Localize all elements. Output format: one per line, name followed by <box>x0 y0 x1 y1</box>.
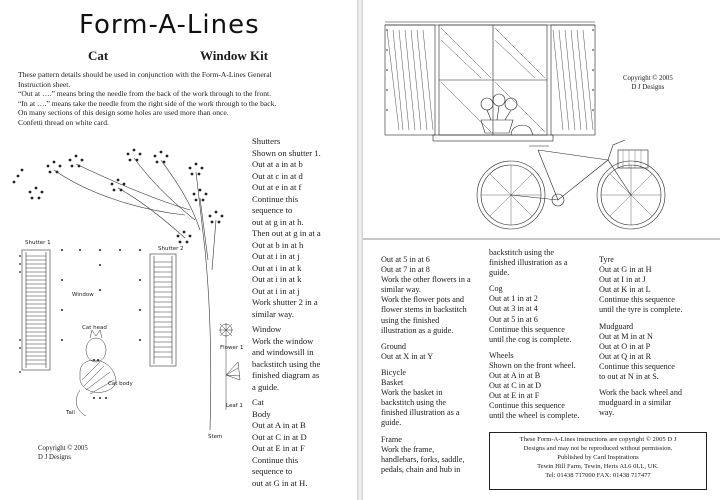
footer-line: Published by Card Inspirations <box>557 454 639 461</box>
instruction-line: Out at 3 in at 4 <box>489 304 538 314</box>
instruction-line: Out at A in at B <box>489 371 541 381</box>
instruction-line: pedals, chain and hub in <box>381 464 461 474</box>
label-flower-1: Flower 1 <box>220 345 244 351</box>
instruction-line: Work the frame, <box>381 444 435 454</box>
cat-dots <box>93 359 107 399</box>
instruction-line: finished diagram as <box>252 370 320 380</box>
instruction-line: backstitch using the <box>252 358 321 369</box>
instruction-line: Out at a in at b <box>252 159 303 169</box>
instruction-line: Out at C in at D <box>252 431 307 442</box>
instruction-line: Work shutter 2 in a <box>252 297 318 307</box>
shutter-1 <box>22 250 50 370</box>
instruction-line: backstitch using the <box>381 398 447 408</box>
window-heading: Window <box>252 324 282 334</box>
copyright-line: Copyright © 2005 <box>38 445 88 452</box>
instruction-line: flower stems in backstitch <box>381 305 467 315</box>
instruction-line: Work the back wheel and <box>599 388 683 398</box>
instruction-line: Out at X in at Y <box>381 351 434 361</box>
intro-line: On many sections of this design some holes are used more than once. <box>18 108 229 118</box>
instruction-line: way. <box>599 408 615 418</box>
cat-body-heading: Body <box>252 408 271 419</box>
instruction-line: Continue this sequence <box>489 324 565 334</box>
intro-line: These pattern details should be used in conjunction with the Form-A-Lines General <box>18 70 272 79</box>
instruction-line: Out at K in at L <box>599 285 651 295</box>
copyright-line: D J Designs <box>631 84 665 91</box>
footer-line: Tel: 01438 717000 FAX: 01438 717477 <box>545 472 651 479</box>
instruction-line: Then out at g in at a <box>252 228 321 238</box>
shutter-2 <box>150 254 176 366</box>
instructions-column-1 <box>381 255 471 475</box>
instruction-line: Out at E in at F <box>252 443 305 453</box>
instruction-line: Out at i in at k <box>252 262 302 273</box>
instruction-line: Continue this sequence <box>489 401 565 411</box>
instruction-line: using the finished <box>381 315 440 325</box>
footer-line: Designs and may not be reproduced without permission. <box>523 445 673 452</box>
right-page <box>363 0 720 500</box>
instruction-line: until the tyre is complete. <box>599 305 683 315</box>
intro-line: “In at ….” means take the needle from the right side of the work through to the back. <box>18 98 277 108</box>
ground-heading: Ground <box>381 341 407 351</box>
flower-dots-4 <box>154 151 169 164</box>
cog-heading: Cog <box>489 284 503 294</box>
instruction-line: Out at I in at J <box>599 275 646 285</box>
instruction-line: backstitch using the <box>489 248 555 257</box>
cat-heading: Cat <box>252 397 264 407</box>
instruction-line: similar way. <box>381 285 421 295</box>
instruction-line: sequence to <box>252 466 293 476</box>
footer-line: These Form-A-Lines instructions are copyright © 2005 D J <box>519 436 677 443</box>
publisher-footer-box <box>489 432 707 490</box>
instruction-line: Out at c in at d <box>252 170 303 181</box>
instruction-line: Out at O in at P <box>599 341 651 351</box>
flower-dots-5 <box>29 187 44 200</box>
cat-figure <box>76 330 116 416</box>
instruction-line: Out at G in at H <box>599 265 652 275</box>
copyright-right <box>623 74 673 92</box>
instruction-line: Out at Q in at R <box>599 351 652 361</box>
instruction-line: Work the window <box>252 335 314 346</box>
instruction-line: until the cog is complete. <box>489 334 572 344</box>
instruction-line: Out at E in at F <box>489 391 540 401</box>
instruction-line: until the wheel is complete. <box>489 411 580 421</box>
instruction-line: Out at b in at h <box>252 239 304 250</box>
intro-line: Confetti thread on white card. <box>18 117 109 127</box>
instruction-line: Out at i in at k <box>252 274 302 284</box>
subtitle-window-kit: Window Kit <box>200 48 269 63</box>
copyright-left <box>38 444 88 462</box>
instruction-line: guide. <box>489 268 510 278</box>
instruction-line: Work the basket in <box>381 388 443 398</box>
bicycle-heading: Bicycle <box>381 367 407 377</box>
instruction-line: Work the flower pots and <box>381 295 465 305</box>
instruction-line: out at G in at H. <box>252 477 308 488</box>
instruction-line: and windowsill in <box>252 347 314 357</box>
shutter-1-holes <box>19 255 21 373</box>
shutters-instructions <box>252 136 352 489</box>
instruction-line: out at g in at h. <box>252 216 304 227</box>
copyright-line: Copyright © 2005 <box>623 75 673 82</box>
shutters-heading: Shutters <box>252 136 281 146</box>
instruction-line: Continue this <box>252 454 299 465</box>
intro-text <box>18 70 348 128</box>
flower-dots-1 <box>47 161 62 174</box>
instruction-line: Out at C in at D <box>489 381 542 391</box>
instruction-line: Out at 7 in at 8 <box>381 265 430 275</box>
flower-dots-2 <box>69 155 84 168</box>
intro-line: Instruction sheet. <box>18 79 71 89</box>
instruction-line: Out at 5 in at 6 <box>381 255 430 264</box>
instruction-line: Continue this sequence <box>599 361 675 371</box>
instruction-line: a guide. <box>252 381 280 392</box>
instruction-line: illustration as a guide. <box>381 325 454 335</box>
instruction-line: Out at 5 in at 6 <box>489 314 538 324</box>
footer-line: Tewin Hill Farm, Tewin, Herts AL6 0LL, UK. <box>537 463 659 470</box>
flower-dots-11 <box>13 169 24 184</box>
mudguard-heading: Mudguard <box>599 321 634 331</box>
label-shutter-1: Shutter 1 <box>25 240 51 246</box>
instruction-line: to out at N in at S. <box>599 372 659 382</box>
label-stem: Stem <box>208 434 223 440</box>
instruction-line: Out at e in at f <box>252 182 302 192</box>
wheels-heading: Wheels <box>489 350 514 360</box>
instruction-line: Work the other flowers in a <box>381 275 471 285</box>
instruction-line: Continue this sequence <box>599 295 675 305</box>
instruction-line: finished illustration as a <box>489 258 568 268</box>
tyre-heading: Tyre <box>599 255 614 264</box>
instruction-line: Out at A in at B <box>252 420 306 430</box>
instruction-line: finished illustration as a <box>381 408 460 418</box>
label-cat-head: Cat head <box>82 325 107 331</box>
pattern-diagram <box>0 140 250 450</box>
basket-heading: Basket <box>381 378 404 388</box>
instruction-line: Out at M in at N <box>599 331 653 341</box>
label-window: Window <box>72 292 94 298</box>
instruction-line: Out at i in at j <box>252 251 300 261</box>
instruction-line: guide. <box>381 418 402 428</box>
instruction-line: Out at i in at j <box>252 285 300 296</box>
instruction-line: mudguard in a similar <box>599 398 672 408</box>
label-shutter-2: Shutter 2 <box>158 246 184 252</box>
frame-heading: Frame <box>381 434 402 444</box>
subtitle-cat: Cat <box>88 48 109 63</box>
copyright-line: D J Designs <box>38 454 71 461</box>
instructions-column-2 <box>489 248 579 422</box>
label-tail: Tail <box>66 410 75 416</box>
intro-line: “Out at ….” means bring the needle from the back of the work through to the front. <box>18 89 272 99</box>
page-title: Form-A-Lines <box>79 10 260 40</box>
instruction-line: sequence to <box>252 205 293 215</box>
instruction-line: Shown on the front wheel. <box>489 360 576 370</box>
left-page <box>0 0 357 500</box>
flower-1 <box>219 323 240 410</box>
instruction-line: similar way. <box>252 308 294 319</box>
flower-dots-3 <box>127 149 142 162</box>
label-cat-body: Cat body <box>108 381 133 387</box>
instruction-line: Shown on shutter 1. <box>252 147 321 158</box>
label-leaf-1: Leaf 1 <box>226 403 243 409</box>
window-bicycle-illustration <box>363 0 720 240</box>
instruction-line: Out at 1 in at 2 <box>489 294 538 304</box>
instruction-line: handlebars, forks, saddle, <box>381 454 465 464</box>
instruction-line: Continue this <box>252 193 299 204</box>
instructions-column-3 <box>599 255 682 418</box>
